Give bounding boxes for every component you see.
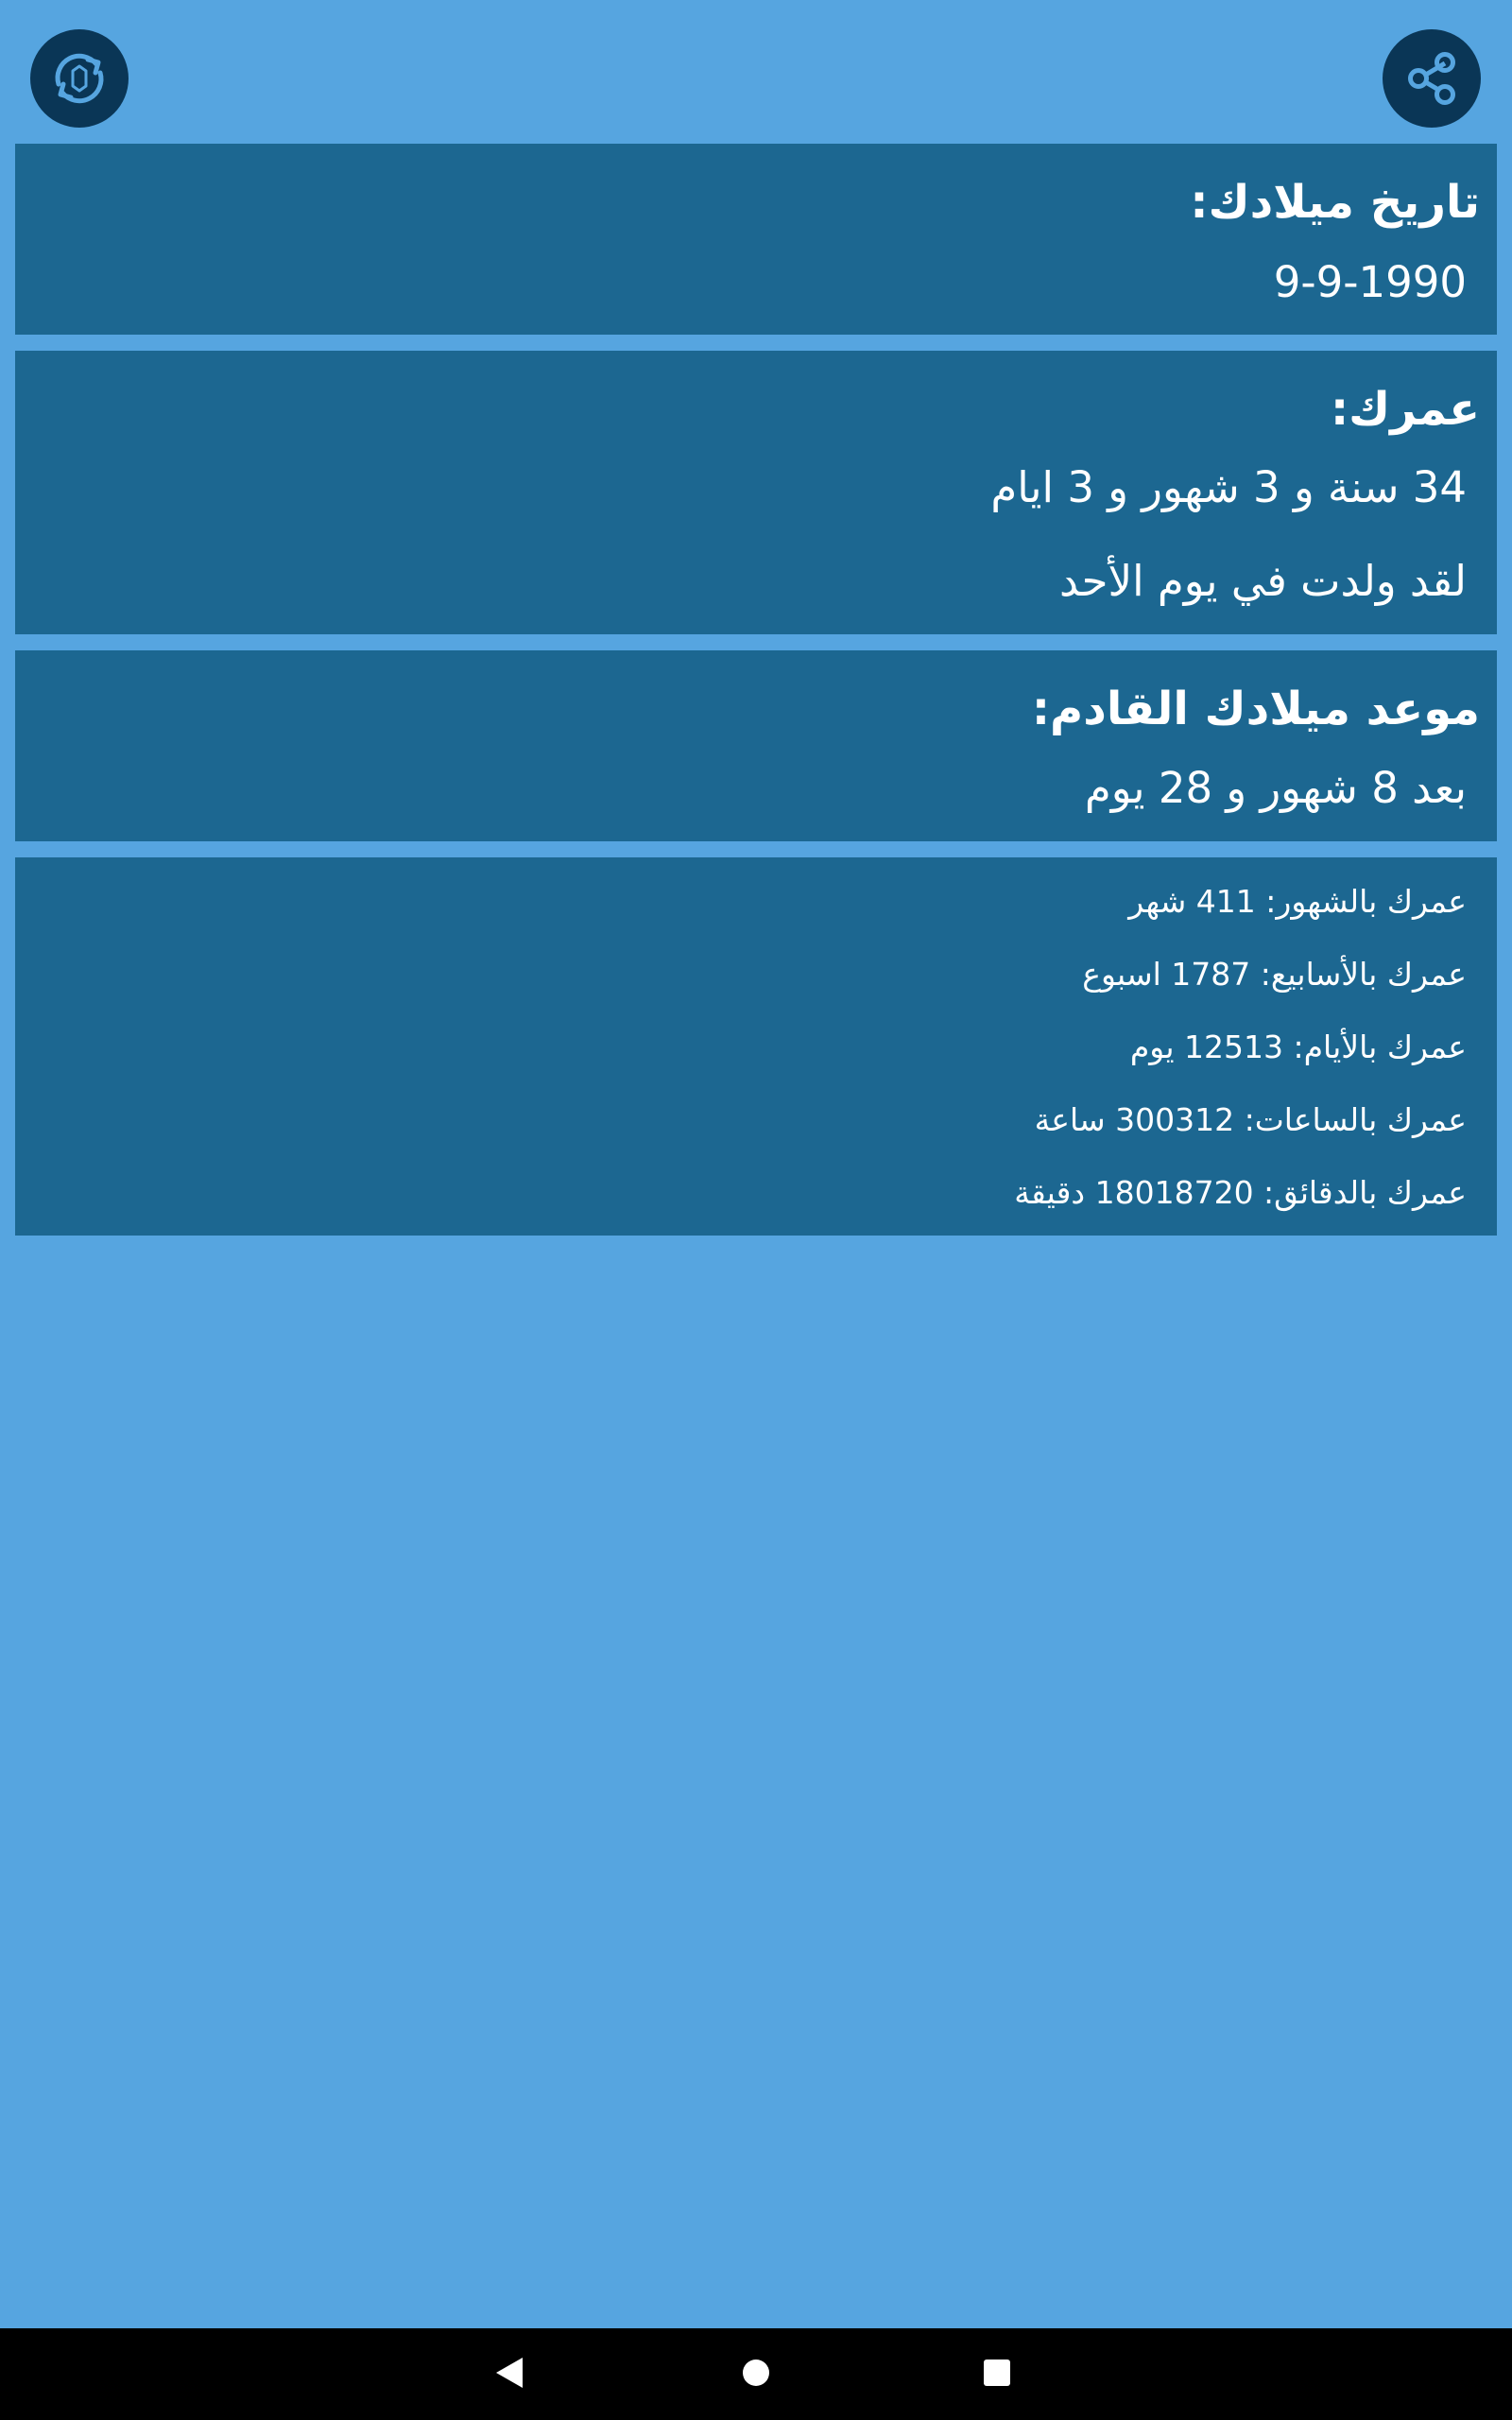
age-in-minutes: عمرك بالدقائق: 18018720 دقيقة bbox=[1014, 1174, 1467, 1211]
share-button[interactable] bbox=[1383, 29, 1481, 128]
refresh-icon bbox=[42, 41, 117, 116]
nav-home-button[interactable] bbox=[728, 2328, 784, 2420]
next-birthday-countdown: بعد 8 شهور و 28 يوم bbox=[1084, 763, 1467, 813]
nav-recents-button[interactable] bbox=[969, 2328, 1025, 2420]
age-in-days: عمرك بالأيام: 12513 يوم bbox=[1129, 1028, 1467, 1065]
back-triangle-icon bbox=[494, 2356, 526, 2394]
birth-date-value: 9-9-1990 bbox=[1273, 257, 1467, 307]
share-icon bbox=[1394, 41, 1469, 116]
next-birthday-heading: موعد ميلادك القادم: bbox=[1031, 683, 1480, 735]
system-navigation-bar bbox=[0, 2328, 1512, 2420]
birth-weekday: لقد ولدت في يوم الأحد bbox=[1059, 556, 1467, 606]
age-in-hours: عمرك بالساعات: 300312 ساعة bbox=[1034, 1101, 1467, 1138]
recents-square-icon bbox=[982, 2358, 1012, 2392]
age-value: 34 سنة و 3 شهور و 3 ايام bbox=[990, 462, 1467, 512]
next-birthday-card bbox=[15, 650, 1497, 841]
home-circle-icon bbox=[741, 2358, 771, 2392]
age-in-months: عمرك بالشهور: 411 شهر bbox=[1128, 883, 1467, 920]
nav-back-button[interactable] bbox=[482, 2328, 539, 2420]
age-stats-card bbox=[15, 857, 1497, 1236]
birth-date-card bbox=[15, 144, 1497, 335]
birth-date-heading: تاريخ ميلادك: bbox=[1190, 176, 1480, 229]
age-in-weeks: عمرك بالأسابيع: 1787 اسبوع bbox=[1082, 956, 1467, 993]
age-heading: عمرك: bbox=[1330, 383, 1480, 436]
age-card bbox=[15, 351, 1497, 634]
refresh-button[interactable] bbox=[30, 29, 129, 128]
